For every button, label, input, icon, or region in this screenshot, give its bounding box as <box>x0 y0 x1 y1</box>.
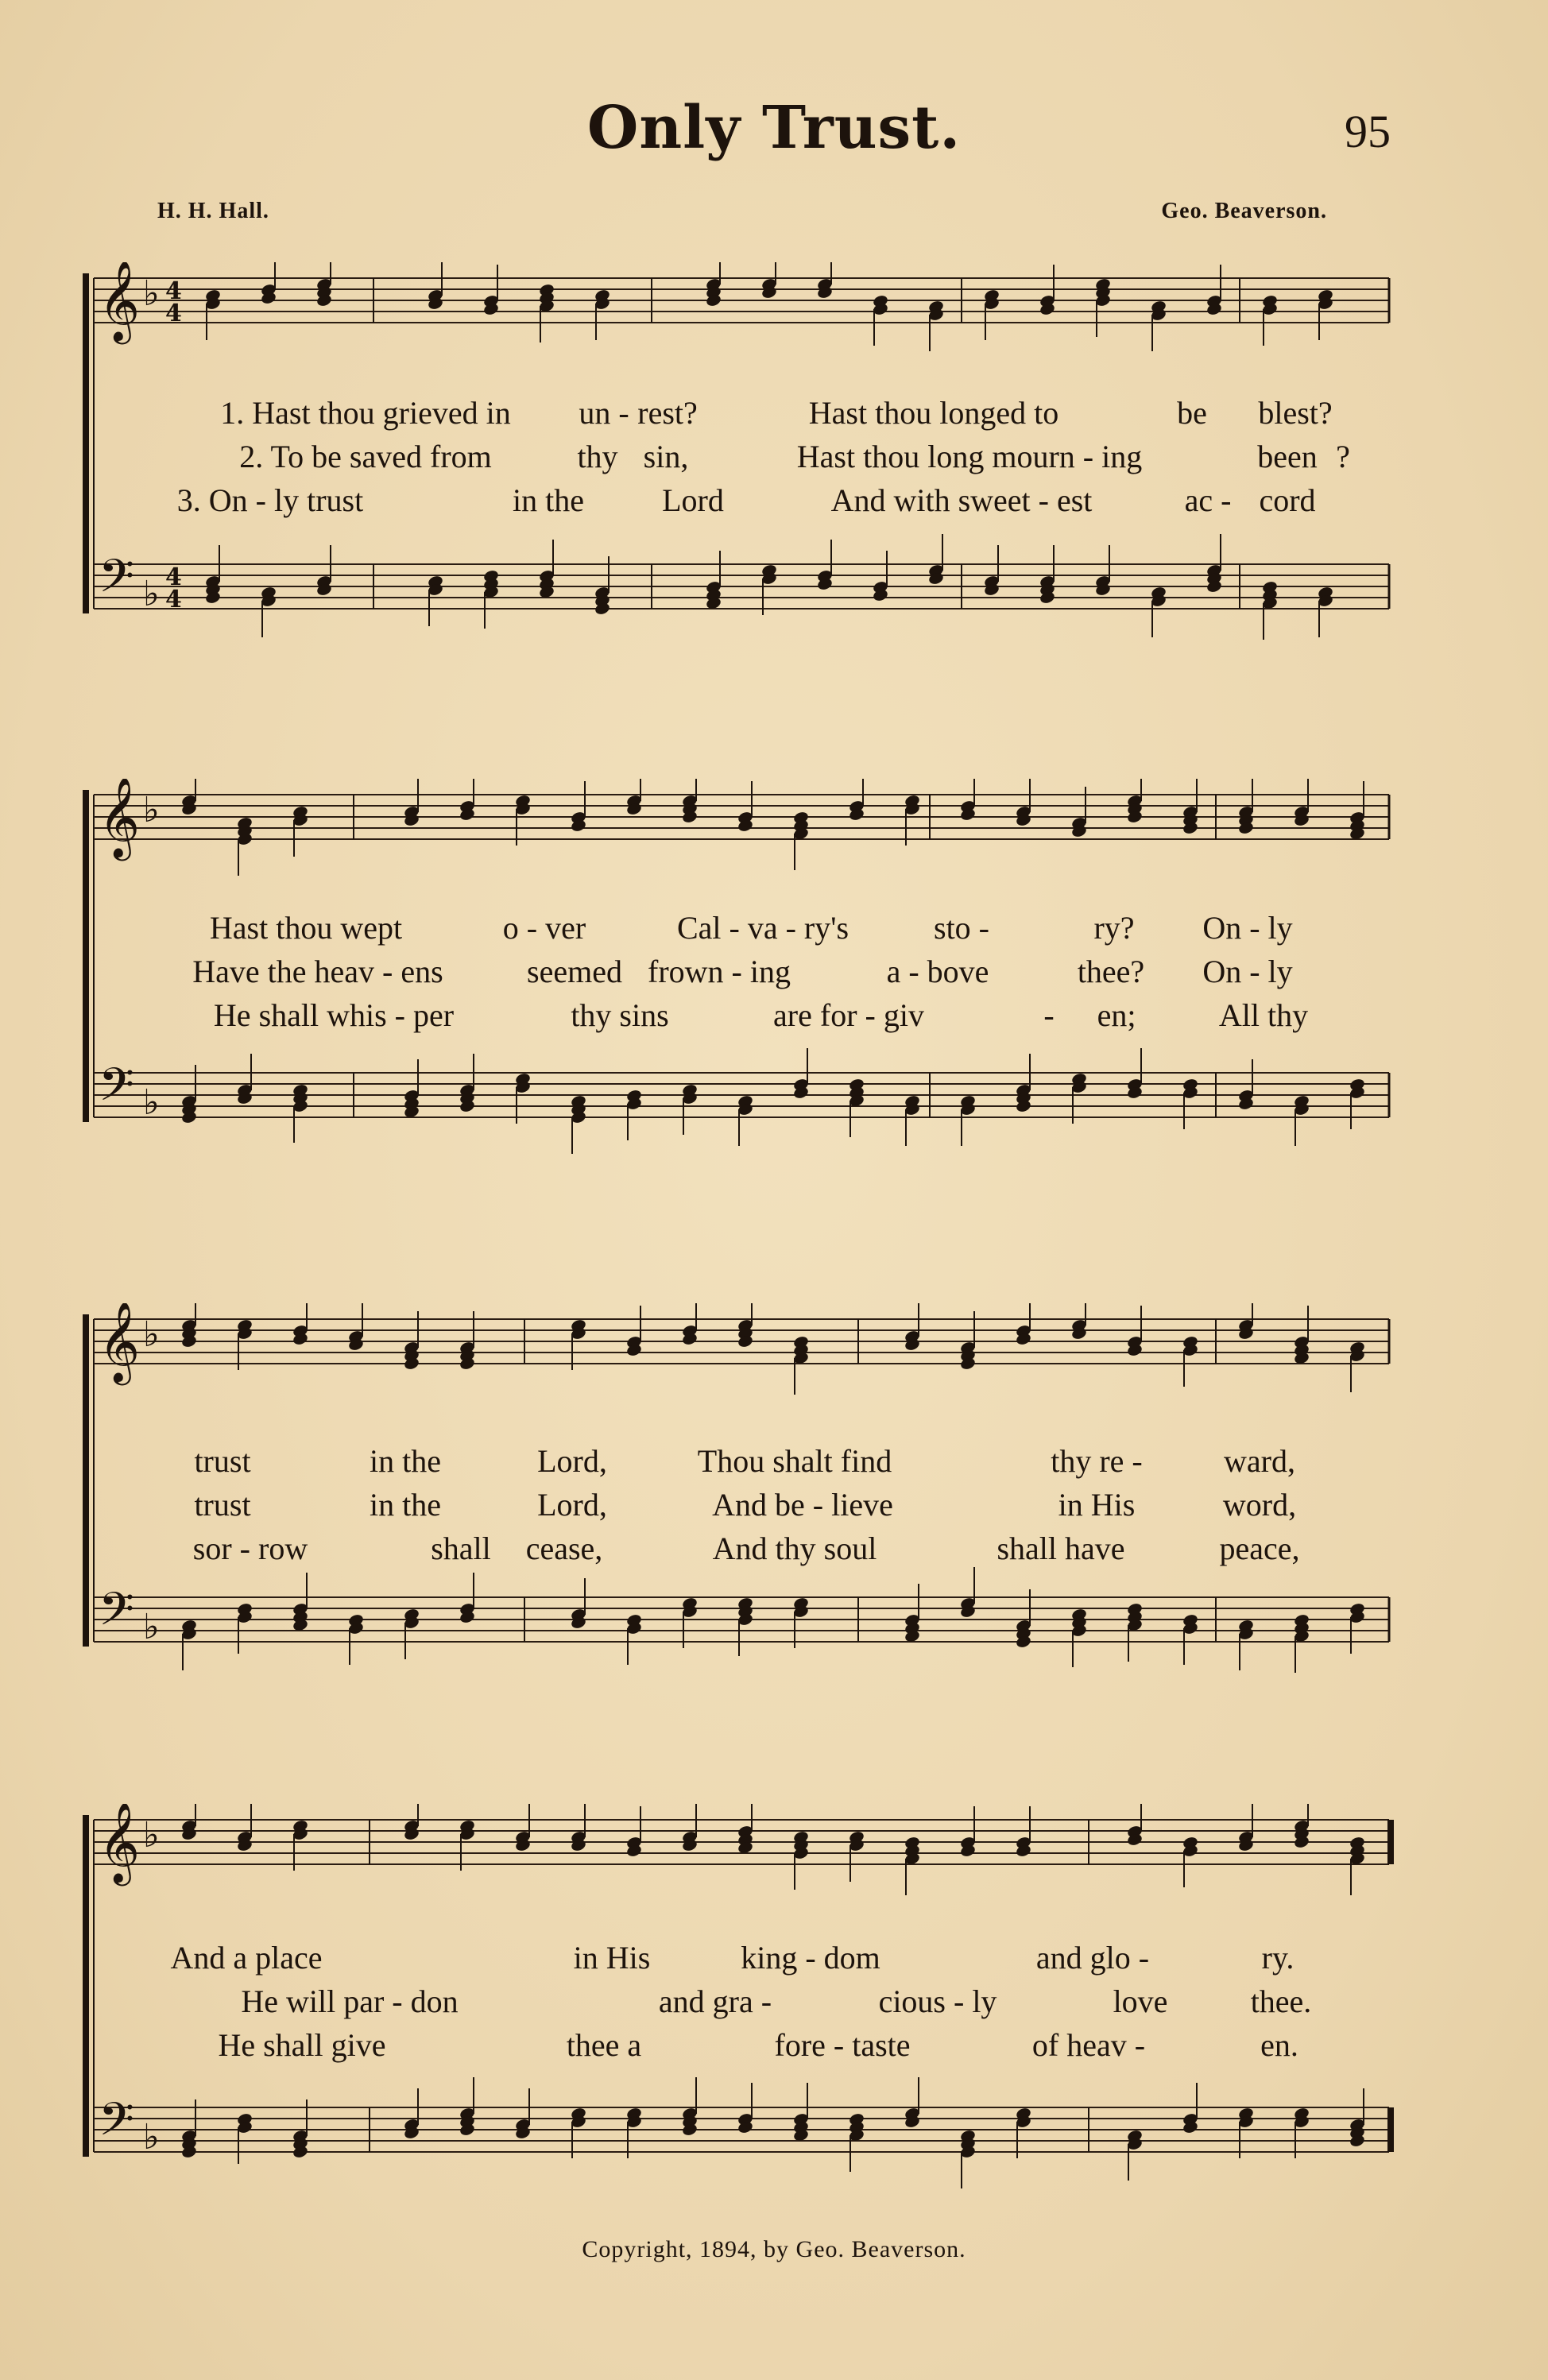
lyric-syllable: in the <box>513 482 584 518</box>
lyric-syllable: On - ly <box>1202 954 1293 989</box>
time-signature: 4 <box>165 563 182 591</box>
lyric-syllable: and gra - <box>658 1983 772 2019</box>
flat-icon: ♭ <box>143 1607 160 1647</box>
lyric-syllable: All thy <box>1218 997 1309 1033</box>
flat-icon: ♭ <box>143 1815 160 1856</box>
lyric-syllable: trust <box>194 1487 251 1523</box>
lyric-syllable: He shall give <box>218 2027 386 2063</box>
lyric-syllable: of heav - <box>1031 2027 1146 2063</box>
lyric-syllable: On - ly <box>1202 910 1293 946</box>
lyric-syllable: love <box>1113 1983 1168 2019</box>
lyric-syllable: And thy soul <box>712 1531 877 1566</box>
lyric-syllable: And with sweet - est <box>830 482 1093 518</box>
lyric-syllable: Lord, <box>537 1487 607 1523</box>
lyric-syllable: thy <box>577 439 618 474</box>
lyric-syllable: trust <box>194 1443 251 1479</box>
composer-credit: Geo. Beaverson. <box>1161 199 1327 223</box>
lyric-line-3-1 <box>0 1442 1548 1487</box>
lyric-line-4-1 <box>0 1939 1548 1983</box>
final-bar-line <box>1387 1820 1394 1864</box>
lyric-syllable: And be - lieve <box>712 1487 893 1523</box>
lyric-syllable: thee. <box>1250 1983 1312 2019</box>
lyric-syllable: frown - ing <box>648 954 791 989</box>
lyric-syllable: And a place <box>170 1940 323 1976</box>
time-signature: 4 <box>165 277 182 305</box>
lyric-syllable: 3. On - ly trust <box>176 482 364 518</box>
lyric-syllable: peace, <box>1219 1531 1300 1566</box>
lyric-syllable: thy re - <box>1051 1443 1143 1479</box>
lyric-line-4-3 <box>0 2026 1548 2071</box>
lyric-syllable: Hast thou longed to <box>808 395 1059 431</box>
lyric-line-3-2 <box>0 1486 1548 1531</box>
lyric-line-2-3 <box>0 997 1548 1041</box>
lyric-syllable: cious - ly <box>878 1983 997 2019</box>
time-signature: 4 <box>165 300 182 327</box>
lyric-line-4-2 <box>0 1983 1548 2027</box>
lyric-syllable: cease, <box>525 1531 603 1566</box>
lyricist-credit: H. H. Hall. <box>157 199 269 223</box>
final-bar-line <box>1387 2107 1394 2152</box>
lyric-syllable: ? <box>1336 439 1350 474</box>
lyric-syllable: in His <box>573 1940 651 1976</box>
lyric-syllable: king - dom <box>741 1940 880 1976</box>
lyric-syllable: un - <box>579 395 629 431</box>
time-signature: 4 <box>165 586 182 613</box>
lyric-syllable: thee a <box>566 2027 642 2063</box>
lyric-syllable: in the <box>370 1487 441 1523</box>
lyric-syllable: ry? <box>1093 910 1135 946</box>
lyric-syllable: ac - <box>1184 482 1232 518</box>
lyric-syllable: sto - <box>934 910 989 946</box>
lyric-syllable: ward, <box>1224 1443 1295 1479</box>
lyric-syllable: sin, <box>643 439 689 474</box>
lyric-syllable: Cal - va - ry's <box>676 910 849 946</box>
lyric-syllable: are for - giv <box>773 997 924 1033</box>
lyric-syllable: thy sins <box>571 997 669 1033</box>
flat-icon: ♭ <box>143 2117 160 2157</box>
lyric-line-2-1 <box>0 909 1548 954</box>
lyric-syllable: en; <box>1097 997 1136 1033</box>
lyric-syllable: Have the heav - ens <box>192 954 443 989</box>
lyric-syllable: shall <box>431 1531 491 1566</box>
lyric-syllable: cord <box>1259 482 1316 518</box>
lyric-syllable: 1. Hast thou grieved in <box>220 395 511 431</box>
lyric-syllable: He shall whis - per <box>213 997 455 1033</box>
lyric-syllable: and glo - <box>1035 1940 1150 1976</box>
lyric-syllable: o - ver <box>502 910 586 946</box>
lyric-syllable: word, <box>1222 1487 1297 1523</box>
lyric-syllable: ry. <box>1261 1940 1295 1976</box>
lyric-line-1-1 <box>0 394 1548 439</box>
lyric-syllable: fore - taste <box>774 2027 911 2063</box>
lyric-syllable: seemed <box>527 954 622 989</box>
flat-icon: ♭ <box>143 574 160 614</box>
lyric-syllable: sor - row <box>192 1531 308 1566</box>
flat-icon: ♭ <box>143 273 160 314</box>
lyric-syllable: Lord, <box>537 1443 607 1479</box>
lyric-syllable: in His <box>1058 1487 1136 1523</box>
page-title: Only Trust. <box>586 94 962 162</box>
flat-icon: ♭ <box>143 790 160 830</box>
lyric-syllable: in the <box>370 1443 441 1479</box>
lyric-syllable: been <box>1257 439 1318 474</box>
treble-clef-icon: 𝄞 <box>99 262 141 341</box>
lyric-line-3-3 <box>0 1530 1548 1574</box>
bass-clef-icon: 𝄢 <box>99 1582 135 1647</box>
lyric-syllable: en. <box>1260 2027 1298 2063</box>
treble-clef-icon: 𝄞 <box>99 779 141 857</box>
lyric-syllable: shall have <box>997 1531 1125 1566</box>
copyright-notice: Copyright, 1894, by Geo. Beaverson. <box>582 2236 966 2262</box>
bass-clef-icon: 𝄢 <box>99 2092 135 2157</box>
bass-clef-icon: 𝄢 <box>99 1058 135 1123</box>
bass-clef-icon: 𝄢 <box>99 549 135 614</box>
lyric-syllable: He will par - don <box>241 1983 459 2019</box>
lyric-syllable: 2. To be saved from <box>239 439 492 474</box>
lyric-syllable: a - bove <box>886 954 989 989</box>
lyric-syllable: - <box>1043 997 1055 1033</box>
flat-icon: ♭ <box>143 1314 160 1355</box>
lyric-syllable: blest? <box>1258 395 1333 431</box>
lyric-line-1-3 <box>0 482 1548 526</box>
treble-clef-icon: 𝄞 <box>99 1303 141 1382</box>
lyric-line-1-2 <box>0 438 1548 482</box>
flat-icon: ♭ <box>143 1082 160 1123</box>
lyric-syllable: Thou shalt find <box>697 1443 892 1479</box>
lyric-line-2-2 <box>0 953 1548 997</box>
lyric-syllable: thee? <box>1077 954 1145 989</box>
lyric-syllable: be <box>1177 395 1207 431</box>
lyric-syllable: Hast thou long mourn - ing <box>796 439 1143 474</box>
lyric-syllable: Hast thou wept <box>209 910 403 946</box>
treble-clef-icon: 𝄞 <box>99 1804 141 1883</box>
lyric-syllable: rest? <box>637 395 698 431</box>
lyric-syllable: Lord <box>662 482 724 518</box>
page-number: 95 <box>1345 106 1391 157</box>
